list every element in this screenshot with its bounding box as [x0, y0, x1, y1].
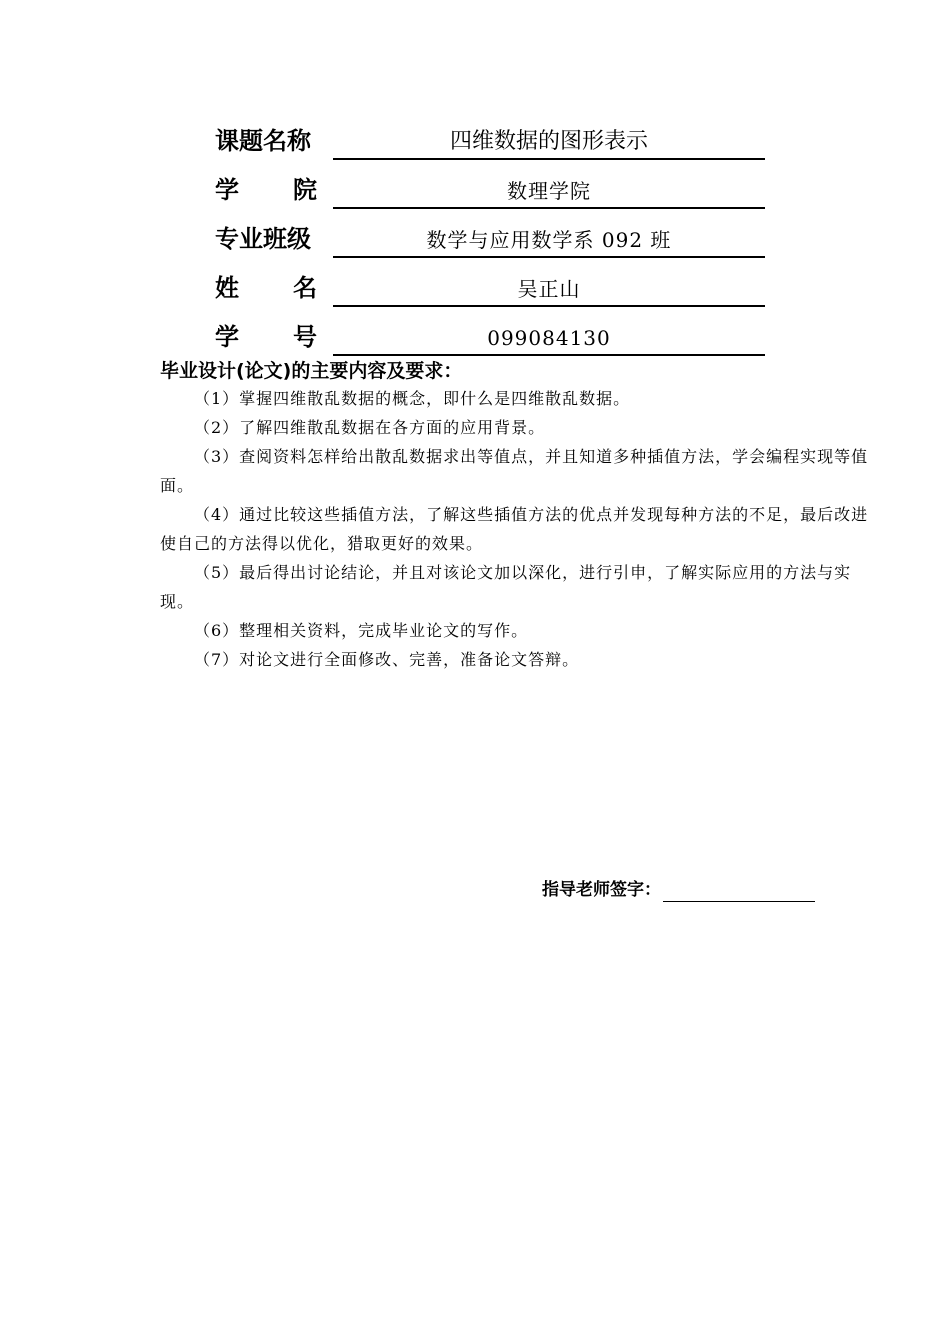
label-char: 院 — [293, 176, 317, 204]
requirements-heading: 毕业设计(论文)的主要内容及要求： — [160, 360, 463, 382]
student-id-value: 099084130 — [333, 324, 765, 356]
student-id-label — [215, 322, 317, 352]
topic-label — [215, 126, 317, 156]
label-char: 班 — [263, 225, 287, 253]
info-row-name — [215, 263, 765, 307]
requirement-item: （5）最后得出讨论结论，并且对该论文加以深化，进行引申，了解实际应用的方法与实现。 — [160, 563, 852, 611]
label-char: 业 — [239, 225, 263, 253]
label-char: 姓 — [215, 274, 239, 302]
label-char: 称 — [287, 127, 311, 155]
info-row-topic — [215, 116, 765, 160]
major-class-value: 数学与应用数学系 092 班 — [333, 226, 765, 258]
requirement-item: （4）通过比较这些插值方法，了解这些插值方法的优点并发现每种方法的不足，最后改进使自己的方法得以优化，猎取更好的效果。 — [160, 505, 869, 553]
topic-value: 四维数据的图形表示 — [333, 128, 765, 160]
info-row-college — [215, 165, 765, 209]
label-char: 专 — [215, 225, 239, 253]
label-char: 名 — [263, 127, 287, 155]
info-row-major-class — [215, 214, 765, 258]
signature-label: 指导老师签字： — [542, 880, 661, 900]
label-char: 学 — [215, 323, 239, 351]
label-char: 课 — [215, 127, 239, 155]
info-row-student-id — [215, 312, 765, 356]
requirement-item: （2）了解四维散乱数据在各方面的应用背景。 — [194, 418, 546, 437]
college-value: 数理学院 — [333, 177, 765, 209]
label-char: 题 — [239, 127, 263, 155]
college-label — [215, 175, 317, 205]
requirement-item: （1）掌握四维散乱数据的概念，即什么是四维散乱数据。 — [194, 389, 631, 408]
major-class-label — [215, 224, 317, 254]
requirement-item: （6）整理相关资料，完成毕业论文的写作。 — [194, 621, 529, 640]
requirement-item: （3）查阅资料怎样给出散乱数据求出等值点，并且知道多种插值方法，学会编程实现等值面。 — [160, 447, 869, 495]
label-char: 号 — [293, 323, 317, 351]
name-value: 吴正山 — [333, 275, 765, 307]
advisor-signature — [542, 876, 815, 902]
requirement-item: （7）对论文进行全面修改、完善，准备论文答辩。 — [194, 650, 580, 669]
signature-line — [663, 879, 815, 902]
label-char: 级 — [287, 225, 311, 253]
name-label — [215, 273, 317, 303]
label-char: 名 — [293, 274, 317, 302]
requirements-list — [160, 384, 870, 674]
label-char: 学 — [215, 176, 239, 204]
